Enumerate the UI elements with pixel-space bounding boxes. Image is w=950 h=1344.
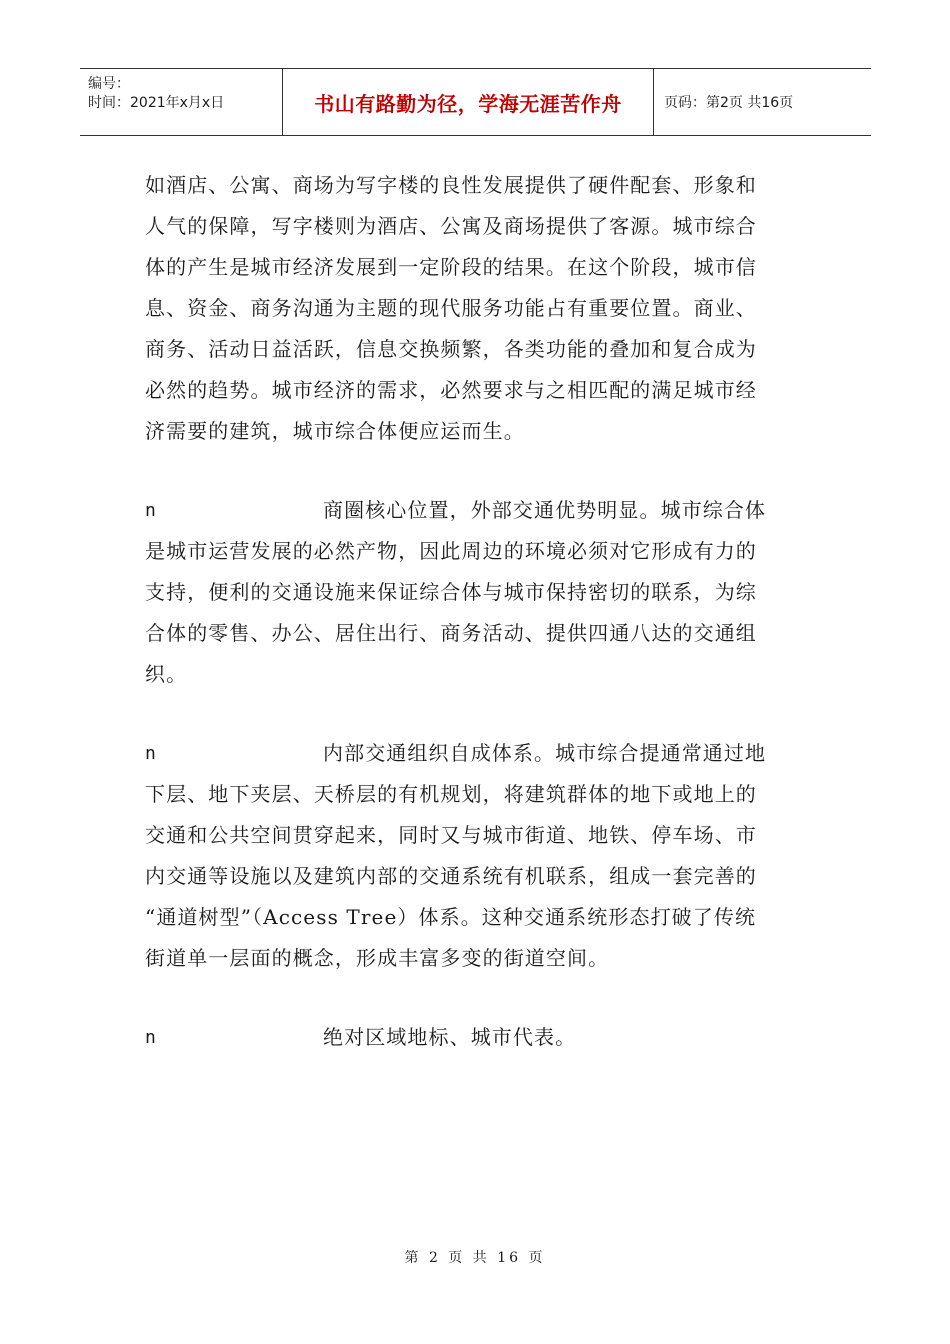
- text-line: 下层、地下夹层、天桥层的有机规划，将建筑群体的地下或地上的: [145, 782, 757, 806]
- text-line: 商务、活动日益活跃，信息交换频繁，各类功能的叠加和复合成为: [145, 337, 757, 361]
- bullet-heading: 绝对区域地标、城市代表。: [323, 1025, 577, 1049]
- text-line: “通道树型”（Access Tree）体系。这种交通系统形态打破了传统: [145, 905, 757, 929]
- bullet-paragraph-1: [145, 490, 810, 695]
- header-page-info: 页码：第2页 共16页: [664, 95, 794, 111]
- text-line: 人气的保障，写字楼则为酒店、公寓及商场提供了客源。城市综合: [145, 214, 757, 238]
- bullet-marker: n: [145, 1027, 156, 1048]
- number-label: 编号：: [88, 76, 130, 92]
- intro-paragraph: [145, 165, 810, 452]
- text-line: 合体的零售、办公、居住出行、商务活动、提供四通八达的交通组: [145, 621, 757, 645]
- text-line: 必然的趋势。城市经济的需求，必然要求与之相匹配的满足城市经: [145, 378, 757, 402]
- text-line: 内交通等设施以及建筑内部的交通系统有机联系，组成一套完善的: [145, 864, 757, 888]
- text-line: 济需要的建筑，城市综合体便应运而生。: [145, 419, 525, 443]
- bullet-marker: n: [145, 500, 156, 521]
- document-body: [145, 165, 810, 1058]
- text-line: 交通和公共空间贯穿起来，同时又与城市街道、地铁、停车场、市: [145, 823, 757, 847]
- time-label: 时间：2021年x月x日: [88, 95, 225, 111]
- text-line: 如酒店、公寓、商场为写字楼的良性发展提供了硬件配套、形象和: [145, 173, 757, 197]
- bullet-heading: 商圈核心位置，外部交通优势明显。城市综合体: [323, 498, 767, 522]
- text-line: 是城市运营发展的必然产物，因此周边的环境必须对它形成有力的: [145, 539, 757, 563]
- text-line: 街道单一层面的概念，形成丰富多变的街道空间。: [145, 946, 610, 970]
- bullet-marker: n: [145, 743, 156, 764]
- page-footer: 第 2 页 共 16 页: [404, 1250, 546, 1266]
- header-motto: 书山有路勤为径，学海无涯苦作舟: [283, 69, 654, 135]
- text-line: 息、资金、商务沟通为主题的现代服务功能占有重要位置。商业、: [145, 296, 757, 320]
- text-line: 支持，便利的交通设施来保证综合体与城市保持密切的联系，为综: [145, 580, 757, 604]
- bullet-paragraph-2: [145, 733, 810, 979]
- header-meta-cell: [80, 69, 283, 135]
- bullet-heading: 内部交通组织自成体系。城市综合提通常通过地: [323, 741, 767, 765]
- text-line: 体的产生是城市经济发展到一定阶段的结果。在这个阶段，城市信: [145, 255, 757, 279]
- document-header: [80, 68, 871, 136]
- text-line: 织。: [145, 662, 188, 686]
- bullet-paragraph-3: [145, 1017, 810, 1058]
